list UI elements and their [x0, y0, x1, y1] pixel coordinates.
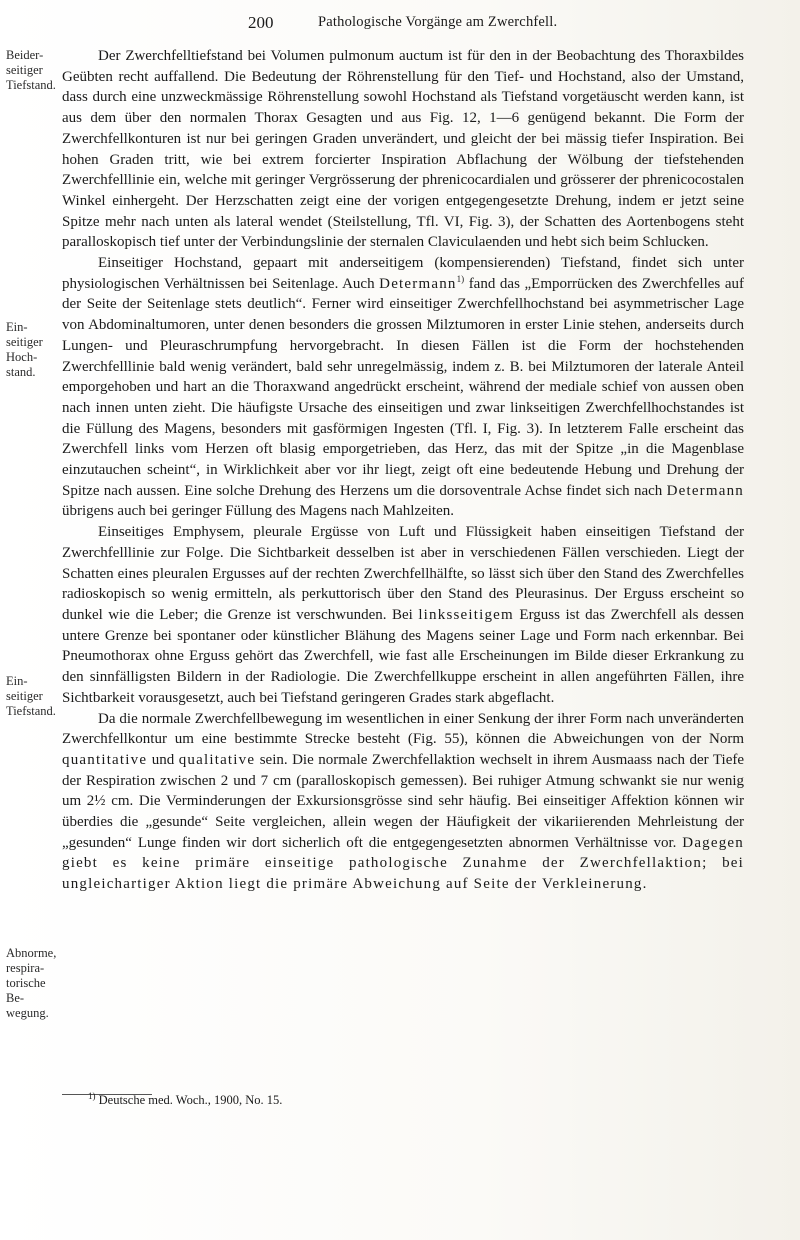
- page-header: [0, 13, 800, 37]
- margin-note-einseitiger-hochstand: Ein- seitiger Hoch- stand.: [6, 320, 43, 379]
- emphasis-text: linksseitigem: [418, 606, 514, 623]
- footnote-reference: 1): [456, 273, 465, 284]
- emphasis-text: Dagegen giebt es keine primäre einseitige pathologische Zunahme der Zwerchfellaktion; bei ungleichartiger Aktion liegt die primäre Abweichung auf Seite der Verkleinerung.: [62, 834, 744, 893]
- paragraph-hochstand: Einseitiger Hochstand, gepaart mit anderseitigem (kompensierenden) Tiefstand, findet sich unter physiologischen Verhältnissen bei Seitenlage. Auch Determann$^{1)}$ fand das „Emporrücken des Zwerchfelles auf der Seite der Seitenlage stets deutlich“. Ferner wird einseitiger Zwerchfellhochstand bei asymmetrischer Lage von Abdominaltumoren, unter denen besonders die grossen Milztumoren in erster Linie stehen, anderseits durch Lungen- und Pleuraschrumpfung hervorgebracht. In diesen Fällen ist die Form der hochstehenden Zwerchfelllinie bald wenig verändert, bald sehr unregelmässig, indem z. B. bei Milztumoren der laterale Anteil emporgehoben und hart an die Thoraxwand angedrückt erscheint, während der mediale schief von aussen oben nach innen unten zieht. Die häufigste Ursache des einseitigen und zwar linkseitigen Zwerchfellhochstandes ist die Füllung des Magens, besonders mit gasförmigen Ingesten (Tfl. I, Fig. 3). In letzterem Falle erscheint das Zwerchfell links vom Herzen oft blasig emporgetrieben, das Herz, das mit der Spitze „in die Magenblase einzutauchen scheint“, in Wirklichkeit aber vor ihr liegt, zeigt oft eine bedeutende Hebung und Drehung der Spitze nach aussen. Eine solche Drehung des Herzens um die dorsoventrale Achse findet sich nach Determann übrigens auch bei geringer Füllung des Magens nach Mahlzeiten.: [62, 255, 744, 520]
- page-number: 200: [248, 13, 274, 32]
- margin-note-einseitiger-tiefstand: Ein- seitiger Tiefstand.: [6, 674, 56, 718]
- paragraph-tiefstand: Der Zwerchfelltiefstand bei Volumen pulmonum auctum ist für den in der Beobachtung des Thoraxbildes Geübten recht auffallend. Die Bedeutung der Röhrenstellung für den Tief- und Hochstand, also der Umstand, dass durch eine unzweckmässige Röhrenstellung sowohl Hochstand als Tiefstand vorgetäuscht werden kann, ist aus dem über den normalen Thorax Gesagten und aus Fig. 12, 1—6 genügend bekannt. Die Form der Zwerchfellkonturen ist nur bei geringen Graden unverändert, und gleicht der bei mässig tiefer Inspiration. Bei hohen Graden tritt, wie bei extrem forcierter Inspiration Abflachung der Wölbung der tiefstehenden Zwerchfelllinie ein, welche mit geringer Vergrösserung der phrenicocardialen und grösserer der phrenicocostalen Winkel einhergeht. Der Herzschatten zeigt eine der vorigen entgegengesetzte Drehung, indem er jetzt seine Spitze mehr nach unten als lateral wendet (Steilstellung, Tfl. VI, Fig. 3), der Schatten des Aortenbogens steht paralloskopisch tief unter der Verbindungslinie der sternalen Claviculaenden und hebt sich beim Schlucken.: [62, 48, 744, 251]
- running-title: Pathologische Vorgänge am Zwerchfell.: [318, 14, 558, 30]
- body-text: [62, 46, 744, 895]
- footnote-text: Deutsche med. Woch., 1900, No. 15.: [95, 1093, 283, 1107]
- footnote-marker: 1): [88, 1090, 96, 1101]
- paragraph-abnorme-bewegung: Da die normale Zwerchfellbewegung im wesentlichen in einer Senkung der ihrer Form nach unveränderten Zwerchfellkontur um eine bestimmte Strecke besteht (Fig. 55), können die Abweichungen von der Norm quantitative und qualitative sein. Die normale Zwerchfellaktion wechselt in ihrem Ausmaass nach der Tiefe der Respiration zwischen 2 und 7 cm (paralloskopisch gemessen). Bei ruhiger Atmung schwankt sie nur wenig um 2½ cm. Die Verminderungen der Exkursionsgrösse sind sehr häufig. Bei einseitiger Affektion können wir überdies die „gesunde“ Seite vergleichen, allein wegen der Häufigkeit der vikariierenden Mehrleistung der „gesunden“ Lunge finden wir dort sicherlich oft die entgegengesetzten abnormen Verhältnisse vor. Dagegen giebt es keine primäre einseitige pathologische Zunahme der Zwerchfellaktion; bei ungleichartiger Aktion liegt die primäre Abweichung auf Seite der Verkleinerung.: [62, 710, 745, 893]
- footnote: [88, 1090, 283, 1108]
- emphasis-text: qualitative: [178, 751, 256, 768]
- author-name: Determann: [666, 482, 744, 499]
- margin-note-abnorme-bewegung: Abnorme, respira- torische Be- wegung.: [6, 946, 57, 1020]
- margin-note-beiderseitiger-tiefstand: Beider- seitiger Tiefstand.: [6, 48, 56, 92]
- author-name: Determann: [379, 275, 457, 292]
- emphasis-text: quantitative: [62, 751, 148, 768]
- paragraph-einseitiger-tiefstand: Einseitiges Emphysem, pleurale Ergüsse von Luft und Flüssigkeit haben einseitigen Tiefstand der Zwerchfelllinie zur Folge. Die Sichtbarkeit desselben ist aber in verschiedenen Fällen verschieden. Liegt der Schatten eines pleuralen Ergusses auf der rechten Zwerchfellhälfte, so lässt sich über den Stand des Zwerchfelles radioskopisch so wenig ermitteln, als perkuttorisch über den Stand des Pleurasinus. Der Erguss erscheint so dunkel wie die Leber; die Grenze ist verschwunden. Bei linksseitigem Erguss ist das Zwerchfell als dessen untere Grenze bei spontaner oder künstlicher Blähung des Magens seiner Lage und Form nach erkennbar. Bei Pneumothorax ohne Erguss gehört das Zwerchfell, wie fast alle Erscheinungen im Bilde dieser Erkrankung zu den sinnfälligsten Bildern in der Radiologie. Die Zwerchfellkuppe erscheint in allen angeführten Fällen, ihre Sichtbarkeit vorausgesetzt, auch bei Tiefstand geringeren Grades stark abgeflacht.: [62, 524, 744, 706]
